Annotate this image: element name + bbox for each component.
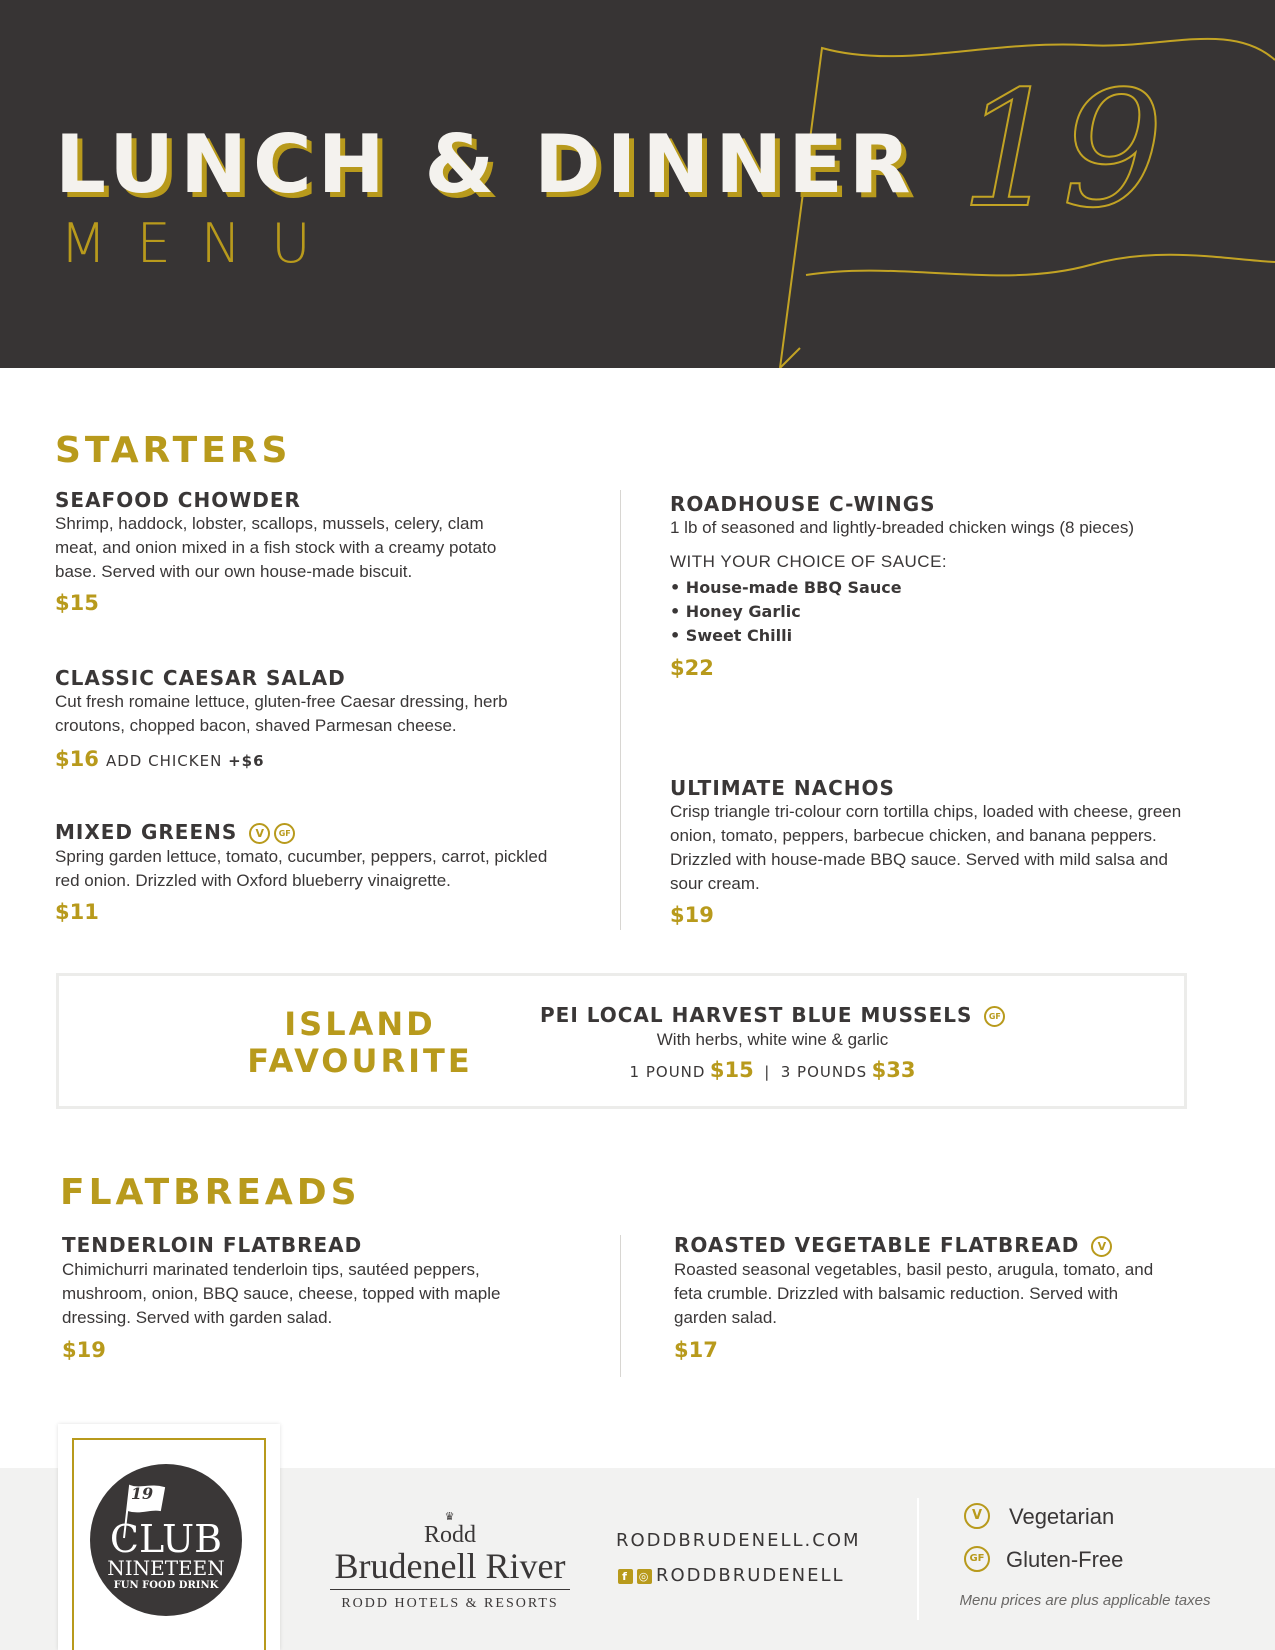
tenderloin-flatbread-price: $19: [62, 1338, 106, 1362]
sauce-option: • Honey Garlic: [670, 602, 801, 621]
mixed-greens-price: $11: [55, 900, 99, 924]
brand-small: Rodd: [423, 1522, 476, 1548]
mussels-name: [540, 1003, 1005, 1027]
social-link[interactable]: [618, 1565, 845, 1586]
mussels-description: With herbs, white wine & garlic: [656, 1030, 889, 1049]
brudenell-river-logo: [330, 1510, 570, 1612]
caesar-salad-price: $16: [55, 747, 99, 771]
mixed-greens-name: [55, 820, 295, 844]
seafood-chowder-description: Shrimp, haddock, lobster, scallops, mussels, celery, clam meat, and onion mixed in a fish stock with a creamy potato base. Served with our own house-made biscuit.: [55, 514, 497, 581]
mussels-option-1-label: 1 POUND: [629, 1063, 706, 1081]
add-chicken-label: ADD CHICKEN: [106, 752, 223, 770]
vegetarian-icon: V: [964, 1503, 990, 1529]
nachos-description: Crisp triangle tri-colour corn tortilla chips, loaded with cheese, green onion, tomato, peppers, barbecue chicken, and banana peppers. Drizzled with house-made BBQ sauce. Served with mild salsa and sour cream.: [670, 802, 1182, 893]
club-logo-line3: FUN FOOD DRINK: [113, 1580, 219, 1591]
starters-heading: STARTERS: [55, 430, 292, 471]
add-chicken-price: +$6: [228, 752, 265, 770]
club-nineteen-logo: [58, 1424, 280, 1650]
social-handle: RODDBRUDENELL: [656, 1565, 845, 1586]
nachos-name: ULTIMATE NACHOS: [670, 776, 895, 800]
vegetable-flatbread-name: [674, 1233, 1112, 1257]
menu-subtitle: MENU: [60, 212, 341, 275]
flag-number: 19: [960, 56, 1164, 243]
gluten-free-icon: GF: [964, 1546, 990, 1572]
nachos-price: $19: [670, 903, 714, 927]
caesar-salad-name: CLASSIC CAESAR SALAD: [55, 666, 346, 690]
legend-gluten-free: Gluten-Free: [1006, 1547, 1124, 1572]
crown-icon: ♛: [444, 1510, 456, 1523]
club-logo-line1: CLUB: [109, 1517, 223, 1561]
price-separator: |: [764, 1063, 771, 1081]
mixed-greens-label: MIXED GREENS: [55, 820, 238, 844]
c-wings-description: 1 lb of seasoned and lightly-breaded chicken wings (8 pieces): [670, 518, 1134, 537]
brand-tagline: RODD HOTELS & RESORTS: [341, 1596, 559, 1611]
tax-note: Menu prices are plus applicable taxes: [959, 1592, 1211, 1609]
brand-name: Brudenell River: [330, 1547, 570, 1590]
caesar-salad-description: Cut fresh romaine lettuce, gluten-free Caesar dressing, herb croutons, chopped bacon, shaved Parmesan cheese.: [55, 692, 508, 735]
gluten-free-icon: GF: [984, 1006, 1005, 1027]
vegetable-flatbread-label: ROASTED VEGETABLE FLATBREAD: [674, 1233, 1080, 1257]
vegetable-flatbread-description: Roasted seasonal vegetables, basil pesto, arugula, tomato, and feta crumble. Drizzled with balsamic reduction. Served with garden salad.: [674, 1260, 1154, 1327]
club-logo-number: 19: [130, 1484, 154, 1503]
add-chicken-option: [106, 752, 265, 770]
vegetarian-icon: V: [1091, 1236, 1112, 1257]
flatbreads-divider: [620, 1235, 621, 1377]
sauce-option: • House-made BBQ Sauce: [670, 578, 902, 597]
sauce-heading: WITH YOUR CHOICE OF SAUCE:: [670, 552, 948, 571]
c-wings-name: ROADHOUSE C-WINGS: [670, 492, 936, 516]
mussels-option-2-label: 3 POUNDS: [780, 1063, 868, 1081]
mussels-label: PEI LOCAL HARVEST BLUE MUSSELS: [540, 1003, 973, 1027]
menu-header: [0, 0, 1275, 368]
gluten-free-icon: GF: [274, 823, 295, 844]
mussels-prices: [540, 1058, 1005, 1082]
instagram-icon[interactable]: ◎: [638, 1569, 651, 1583]
mussels-option-1-price: $15: [709, 1058, 754, 1082]
tenderloin-flatbread-description: Chimichurri marinated tenderloin tips, sautéed peppers, mushroom, onion, BBQ sauce, cheese, topped with maple dressing. Served with garden salad.: [62, 1260, 501, 1327]
menu-title: LUNCH & DINNER: [55, 118, 917, 211]
vegetable-flatbread-price: $17: [674, 1338, 718, 1362]
tenderloin-flatbread-name: TENDERLOIN FLATBREAD: [62, 1233, 363, 1257]
mussels-option-2-price: $33: [871, 1058, 916, 1082]
seafood-chowder-name: SEAFOOD CHOWDER: [55, 488, 301, 512]
facebook-icon[interactable]: f: [618, 1569, 633, 1584]
c-wings-price: $22: [670, 656, 714, 680]
website-link[interactable]: RODDBRUDENELL.COM: [616, 1530, 861, 1551]
legend-vegetarian: Vegetarian: [1009, 1504, 1115, 1529]
vegetarian-icon: V: [249, 823, 270, 844]
club-logo-circle: [90, 1464, 242, 1616]
flatbreads-heading: FLATBREADS: [60, 1172, 361, 1213]
island-favourite-line1: ISLAND: [284, 1005, 436, 1043]
club-logo-line2: NINETEEN: [107, 1556, 225, 1580]
mixed-greens-description: Spring garden lettuce, tomato, cucumber, peppers, carrot, pickled red onion. Drizzled with Oxford blueberry vinaigrette.: [55, 847, 548, 890]
seafood-chowder-price: $15: [55, 591, 99, 615]
legend-divider: [917, 1498, 919, 1620]
island-favourite-line2: FAVOURITE: [247, 1042, 473, 1080]
starters-divider: [620, 490, 621, 930]
island-favourite-heading: [230, 1006, 490, 1080]
sauce-option: • Sweet Chilli: [670, 626, 793, 645]
